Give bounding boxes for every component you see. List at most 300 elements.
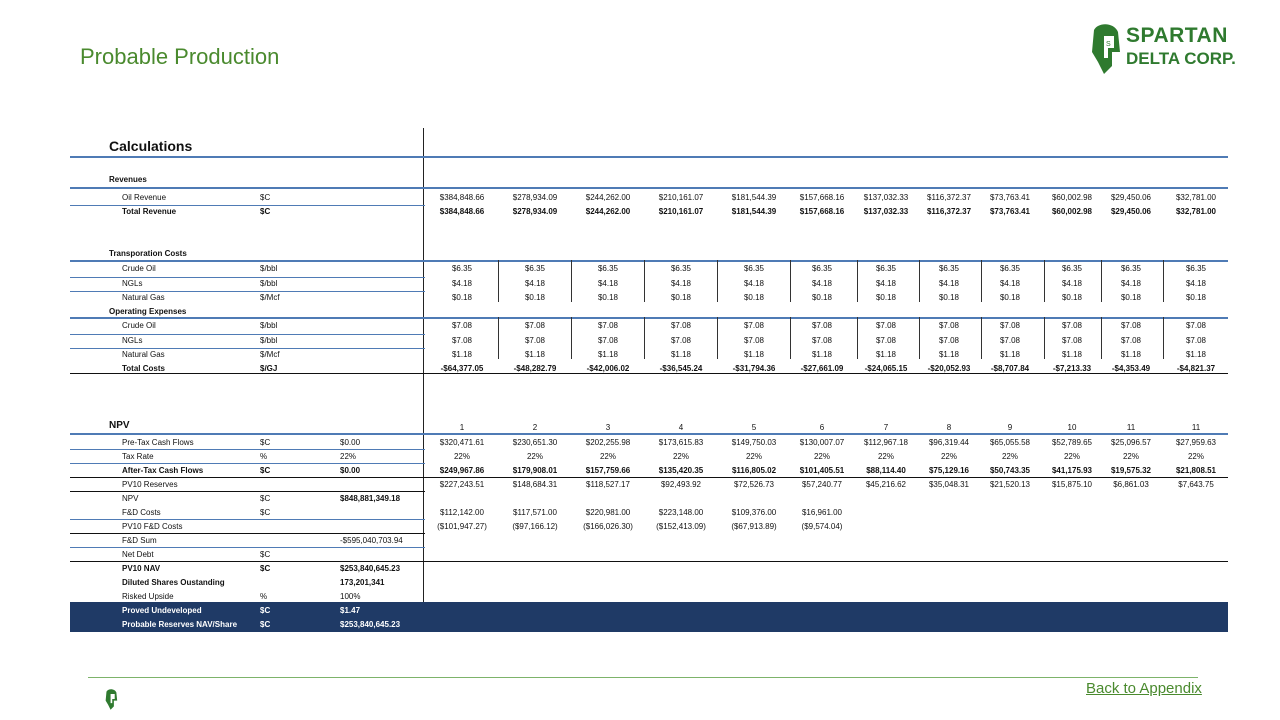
cell-value: $6.35: [1061, 264, 1083, 273]
row-label: Natural Gas: [122, 350, 165, 359]
period-label: 8: [946, 423, 952, 432]
column-separator: [919, 260, 920, 302]
cell-value: $0.18: [451, 293, 473, 302]
summary-row: [70, 618, 1228, 632]
column-separator: [1044, 260, 1045, 302]
cell-value: $27,959.63: [1175, 438, 1217, 447]
cell-value: $7.08: [999, 321, 1021, 330]
cell-value: $7.08: [743, 335, 765, 345]
cell-value: $227,243.51: [439, 480, 485, 489]
cell-value: $0.18: [597, 293, 619, 302]
cell-value: $1.18: [1185, 350, 1207, 359]
cell-value: $116,372.37: [927, 193, 971, 202]
cell-value: $4.18: [999, 278, 1021, 288]
row-unit: $C: [260, 438, 271, 447]
table-row: [70, 277, 1228, 291]
logo-line-2: DELTA CORP.: [1126, 49, 1236, 68]
cell-value: $6,861.03: [1113, 480, 1149, 489]
table-row: [70, 334, 1228, 348]
cell-value: $19,575.32: [1110, 466, 1152, 475]
cell-value: ($97,166.12): [512, 522, 558, 531]
cell-value: $118,527.17: [586, 480, 630, 489]
row-label: Diluted Shares Oustanding: [122, 578, 225, 587]
cell-value: $45,216.62: [865, 480, 907, 489]
row-label: F&D Costs: [122, 508, 161, 517]
cell-value: $202,255.98: [585, 438, 631, 447]
cell-value: $7,643.75: [1178, 480, 1214, 489]
period-label: 6: [819, 423, 825, 432]
cell-value: 22%: [453, 452, 470, 461]
cell-value: $157,668.16: [799, 193, 845, 202]
cell-value: $29,450.06: [1110, 193, 1152, 202]
table-row: [70, 291, 1228, 305]
column-separator: [717, 317, 718, 359]
divider: [70, 491, 425, 492]
column-separator: [571, 317, 572, 359]
row-unit: $C: [260, 494, 271, 503]
cell-value: $7.08: [1061, 321, 1083, 330]
divider: [70, 205, 425, 206]
column-separator: [857, 260, 858, 302]
cell-value: $73,763.41: [989, 193, 1031, 202]
row-unit: $/GJ: [260, 364, 278, 373]
cell-value: $4.18: [1061, 278, 1083, 288]
row-value: 22%: [340, 452, 357, 461]
row-unit: $/bbl: [260, 278, 278, 288]
cell-value: $88,114.40: [866, 466, 906, 475]
column-separator: [571, 260, 572, 302]
cell-value: 22%: [672, 452, 689, 461]
row-label: Natural Gas: [122, 293, 165, 302]
column-separator: [498, 260, 499, 302]
row-label: Proved Undeveloped: [122, 606, 202, 615]
table-row: [70, 436, 1228, 450]
row-unit: $C: [260, 564, 271, 573]
cell-value: $72,526.73: [733, 480, 775, 489]
cell-value: $73,763.41: [989, 207, 1031, 216]
divider: [70, 463, 425, 464]
row-unit: %: [260, 452, 268, 461]
cell-value: $0.18: [875, 293, 897, 302]
cell-value: $244,262.00: [585, 193, 631, 202]
cell-value: $6.35: [1120, 264, 1142, 273]
cell-value: ($101,947.27): [437, 522, 487, 531]
opex-title: Operating Expenses: [109, 307, 187, 316]
cell-value: $7.08: [1120, 321, 1142, 330]
footer-divider: [88, 677, 1198, 678]
cell-value: $6.35: [875, 264, 897, 273]
row-label: Pre-Tax Cash Flows: [122, 438, 194, 447]
row-unit: $C: [260, 606, 271, 615]
cell-value: $6.35: [670, 264, 692, 273]
divider: [70, 449, 425, 450]
table-row: [70, 348, 1228, 362]
cell-value: $1.18: [999, 350, 1021, 359]
cell-value: $7.08: [875, 335, 897, 345]
column-separator: [498, 317, 499, 359]
cell-value: $1.18: [1120, 350, 1142, 359]
cell-value: $4.18: [524, 278, 546, 288]
column-separator: [919, 317, 920, 359]
row-value: $0.00: [340, 466, 361, 475]
divider: [70, 348, 425, 349]
cell-value: $101,405.51: [799, 466, 845, 475]
cell-value: $7.08: [875, 321, 897, 330]
row-unit: $C: [260, 207, 271, 216]
table-row: [70, 492, 1228, 506]
cell-value: 22%: [813, 452, 830, 461]
cell-value: $1.18: [875, 350, 897, 359]
divider: [70, 291, 425, 292]
row-label: Total Costs: [122, 364, 165, 373]
divider: [70, 547, 425, 548]
cell-value: -$36,545.24: [659, 364, 703, 373]
cell-value: 22%: [745, 452, 762, 461]
table-row: [70, 590, 1228, 604]
cell-value: $7.08: [811, 335, 833, 345]
back-to-appendix-link[interactable]: Back to Appendix: [1086, 680, 1202, 697]
cell-value: $60,002.98: [1051, 193, 1093, 202]
divider: [70, 334, 425, 335]
svg-text:S: S: [1106, 41, 1111, 48]
cell-value: 22%: [940, 452, 957, 461]
page-title: Probable Production: [80, 44, 280, 69]
cell-value: 22%: [1122, 452, 1139, 461]
summary-band: [70, 602, 1228, 632]
spartan-helmet-icon: [1088, 22, 1122, 74]
cell-value: $117,571.00: [513, 508, 557, 517]
cell-value: $230,651.30: [512, 438, 558, 447]
cell-value: $1.18: [597, 350, 619, 359]
cell-value: $0.18: [999, 293, 1021, 302]
table-row: [70, 464, 1228, 478]
cell-value: -$8,707.84: [990, 364, 1030, 373]
period-label: 9: [1007, 423, 1013, 432]
cell-value: $4.18: [743, 278, 765, 288]
cell-value: $7.08: [597, 335, 619, 345]
cell-value: $29,450.06: [1110, 207, 1152, 216]
cell-value: $157,668.16: [799, 207, 845, 216]
cell-value: $75,129.16: [928, 466, 970, 475]
cell-value: $7.08: [451, 335, 473, 345]
cell-value: ($9,574.04): [801, 522, 843, 531]
cell-value: $220,981.00: [585, 508, 631, 517]
period-label: 11: [1126, 423, 1136, 432]
cell-value: $249,967.86: [439, 466, 485, 475]
cell-value: $4.18: [938, 278, 960, 288]
divider: [70, 533, 425, 534]
cell-value: $6.35: [597, 264, 619, 273]
cell-value: $6.35: [524, 264, 546, 273]
cell-value: $210,161.07: [658, 207, 704, 216]
cell-value: $7.08: [451, 321, 473, 330]
period-label: 11: [1191, 423, 1201, 432]
cell-value: -$24,065.15: [864, 364, 908, 373]
column-separator: [981, 260, 982, 302]
table-row: [70, 576, 1228, 590]
column-separator: [1044, 317, 1045, 359]
divider: [70, 277, 425, 278]
cell-value: ($166,026.30): [583, 522, 633, 531]
column-separator: [1101, 260, 1102, 302]
row-label: Net Debt: [122, 550, 154, 559]
cell-value: $130,007.07: [799, 438, 845, 447]
row-value: 173,201,341: [340, 578, 385, 587]
cell-value: $4.18: [597, 278, 619, 288]
cell-value: $179,908.01: [512, 466, 558, 475]
period-label: 3: [605, 423, 611, 432]
cell-value: -$64,377.05: [440, 364, 484, 373]
cell-value: $21,808.51: [1175, 466, 1217, 475]
cell-value: $7.08: [1185, 321, 1207, 330]
row-label: NGLs: [122, 335, 143, 345]
cell-value: $7.08: [1185, 335, 1207, 345]
cell-value: $181,544.39: [731, 193, 777, 202]
row-label: NGLs: [122, 278, 143, 288]
table-row: [70, 262, 1228, 276]
row-unit: $C: [260, 620, 271, 629]
cell-value: $50,743.35: [989, 466, 1031, 475]
row-value: $1.47: [340, 606, 361, 615]
cell-value: $157,759.66: [585, 466, 631, 475]
cell-value: $0.18: [811, 293, 833, 302]
cell-value: $4.18: [811, 278, 833, 288]
cell-value: $112,142.00: [440, 508, 484, 517]
cell-value: $7.08: [938, 335, 960, 345]
period-label: 4: [678, 423, 684, 432]
cell-value: $16,961.00: [801, 508, 843, 517]
column-separator: [644, 317, 645, 359]
cell-value: -$4,821.37: [1176, 364, 1216, 373]
cell-value: $7.08: [524, 335, 546, 345]
column-separator: [644, 260, 645, 302]
period-label: 7: [883, 423, 889, 432]
table-row: [70, 191, 1228, 205]
row-label: PV10 Reserves: [122, 480, 178, 489]
row-label: Crude Oil: [122, 264, 156, 273]
divider: [70, 187, 1228, 189]
cell-value: $15,875.10: [1051, 480, 1093, 489]
cell-value: $7.08: [670, 335, 692, 345]
cell-value: $4.18: [451, 278, 473, 288]
cell-value: $7.08: [670, 321, 692, 330]
cell-value: $278,934.09: [512, 207, 558, 216]
row-label: Probable Reserves NAV/Share: [122, 620, 238, 629]
cell-value: $6.35: [999, 264, 1021, 273]
row-unit: $C: [260, 466, 271, 475]
cell-value: $1.18: [451, 350, 473, 359]
cell-value: $35,048.31: [928, 480, 970, 489]
cell-value: 22%: [526, 452, 543, 461]
cell-value: $6.35: [938, 264, 960, 273]
period-label: 5: [751, 423, 757, 432]
row-label: Oil Revenue: [122, 193, 167, 202]
cell-value: 22%: [599, 452, 616, 461]
cell-value: ($152,413.09): [656, 522, 706, 531]
cell-value: 22%: [877, 452, 894, 461]
divider: [70, 561, 1228, 562]
period-label: 10: [1067, 423, 1077, 432]
cell-value: $7.08: [743, 321, 765, 330]
cell-value: $4.18: [875, 278, 897, 288]
cell-value: $21,520.13: [989, 480, 1031, 489]
period-label: 2: [532, 423, 538, 432]
column-separator: [790, 317, 791, 359]
cell-value: -$48,282.79: [513, 364, 557, 373]
table-row: [70, 205, 1228, 219]
cell-value: $173,615.83: [658, 438, 704, 447]
cell-value: $0.18: [1185, 293, 1207, 302]
cell-value: $65,055.58: [989, 438, 1031, 447]
row-value: -$595,040,703.94: [340, 536, 403, 545]
divider: [70, 156, 1228, 158]
cell-value: -$31,794.36: [732, 364, 776, 373]
cell-value: $0.18: [743, 293, 765, 302]
divider: [70, 477, 1228, 478]
row-unit: $C: [260, 550, 271, 559]
cell-value: $4.18: [1120, 278, 1142, 288]
cell-value: $6.35: [811, 264, 833, 273]
row-label: F&D Sum: [122, 536, 157, 545]
cell-value: -$27,661.09: [800, 364, 844, 373]
total-costs-row: [70, 362, 1228, 376]
row-label: After-Tax Cash Flows: [122, 466, 204, 475]
column-separator: [717, 260, 718, 302]
cell-value: $41,175.93: [1051, 466, 1093, 475]
row-label: NPV: [122, 494, 139, 503]
period-label: 1: [459, 423, 465, 432]
cell-value: $7.08: [524, 321, 546, 330]
row-unit: $/Mcf: [260, 350, 280, 359]
cell-value: $135,420.35: [658, 466, 704, 475]
cell-value: $384,848.66: [439, 207, 485, 216]
cell-value: $137,032.33: [863, 193, 909, 202]
cell-value: 22%: [1187, 452, 1204, 461]
calculations-title: Calculations: [109, 138, 193, 154]
row-unit: $/bbl: [260, 335, 278, 345]
cell-value: $96,319.44: [928, 438, 970, 447]
cell-value: $244,262.00: [585, 207, 631, 216]
column-separator: [1163, 260, 1164, 302]
cell-value: $32,781.00: [1175, 207, 1217, 216]
row-value: $0.00: [340, 438, 361, 447]
cell-value: $320,471.61: [439, 438, 485, 447]
cell-value: $60,002.98: [1051, 207, 1093, 216]
table-row: [70, 548, 1228, 562]
column-separator: [1163, 317, 1164, 359]
cell-value: $1.18: [743, 350, 765, 359]
table-row: [70, 450, 1228, 464]
cell-value: -$7,213.33: [1052, 364, 1092, 373]
cell-value: $1.18: [811, 350, 833, 359]
cell-value: $0.18: [938, 293, 960, 302]
transport-title: Transporation Costs: [109, 249, 187, 258]
row-unit: $C: [260, 508, 271, 517]
row-unit: $/Mcf: [260, 293, 280, 302]
table-row: [70, 506, 1228, 520]
divider: [70, 519, 425, 520]
cell-value: $6.35: [451, 264, 473, 273]
cell-value: 22%: [1001, 452, 1018, 461]
cell-value: $0.18: [1120, 293, 1142, 302]
cell-value: $137,032.33: [863, 207, 909, 216]
cell-value: $384,848.66: [439, 193, 485, 202]
cell-value: -$20,052.93: [927, 364, 971, 373]
cell-value: $7.08: [938, 321, 960, 330]
cell-value: $116,805.02: [731, 466, 777, 475]
table-row: [70, 520, 1228, 534]
row-unit: $/bbl: [260, 321, 278, 330]
cell-value: $52,789.65: [1051, 438, 1093, 447]
row-value: $253,840,645.23: [340, 564, 401, 573]
cell-value: $92,493.92: [660, 480, 702, 489]
row-label: Risked Upside: [122, 592, 174, 601]
cell-value: $112,967.18: [864, 438, 908, 447]
cell-value: 22%: [1063, 452, 1080, 461]
cell-value: $7.08: [999, 335, 1021, 345]
cell-value: $223,148.00: [658, 508, 704, 517]
column-separator: [857, 317, 858, 359]
table-row: [70, 562, 1228, 576]
period-header-row: [70, 421, 1228, 435]
cell-value: -$4,353.49: [1111, 364, 1151, 373]
row-label: PV10 F&D Costs: [122, 522, 183, 531]
row-label: PV10 NAV: [122, 564, 161, 573]
cell-value: $4.18: [670, 278, 692, 288]
cell-value: $25,096.57: [1110, 438, 1152, 447]
cell-value: $6.35: [1185, 264, 1207, 273]
cell-value: $7.08: [1061, 335, 1083, 345]
row-value: $253,840,645.23: [340, 620, 401, 629]
column-separator: [790, 260, 791, 302]
cell-value: ($67,913.89): [731, 522, 777, 531]
row-unit: %: [260, 592, 268, 601]
cell-value: $7.08: [811, 321, 833, 330]
row-unit: $C: [260, 193, 271, 202]
cell-value: -$42,006.02: [586, 364, 630, 373]
column-separator: [981, 317, 982, 359]
revenues-title: Revenues: [109, 175, 147, 184]
table-row: [70, 534, 1228, 548]
cell-value: $1.18: [670, 350, 692, 359]
cell-value: $32,781.00: [1175, 193, 1217, 202]
calculations-sheet: [70, 128, 1228, 632]
cell-value: $4.18: [1185, 278, 1207, 288]
cell-value: $7.08: [1120, 335, 1142, 345]
cell-value: $109,376.00: [731, 508, 777, 517]
row-value: 100%: [340, 592, 361, 601]
cell-value: $0.18: [524, 293, 546, 302]
row-label: Total Revenue: [122, 207, 177, 216]
logo-line-1: SPARTAN: [1126, 24, 1228, 47]
column-separator: [1101, 317, 1102, 359]
row-unit: $/bbl: [260, 264, 278, 273]
row-value: $848,881,349.18: [340, 494, 401, 503]
cell-value: $210,161.07: [658, 193, 704, 202]
summary-row: [70, 604, 1228, 618]
table-row: [70, 319, 1228, 333]
cell-value: $1.18: [524, 350, 546, 359]
cell-value: $148,684.31: [512, 480, 558, 489]
cell-value: $1.18: [1061, 350, 1083, 359]
cell-value: $181,544.39: [731, 207, 777, 216]
cell-value: $0.18: [670, 293, 692, 302]
npv-title: NPV: [109, 420, 130, 431]
cell-value: $116,372.37: [926, 207, 972, 216]
row-label: Tax Rate: [122, 452, 154, 461]
cell-value: $149,750.03: [731, 438, 777, 447]
cell-value: $1.18: [938, 350, 960, 359]
